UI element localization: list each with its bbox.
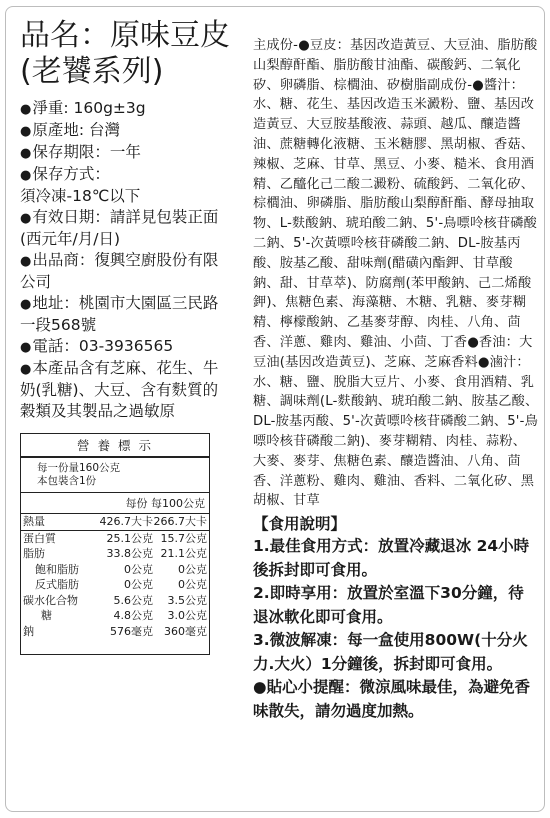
expiry-label: 有效日期：請詳見包裝正面 — [32, 208, 219, 226]
allergen-row — [20, 358, 242, 380]
nutrition-row — [21, 608, 209, 624]
storage-value: 須冷凍-18℃以下 — [20, 187, 141, 205]
per-100g-value: 21.1公克 — [160, 547, 207, 560]
phone: 電話：03-3936565 — [32, 337, 174, 355]
allergen-line-1: 本產品含有芝麻、花生、牛 — [32, 359, 219, 377]
bullet-icon: ● — [20, 362, 32, 377]
maker-row — [20, 250, 242, 272]
nutrition-row — [21, 593, 209, 609]
per-100g-value: 3.0公克 — [167, 609, 207, 622]
product-name: 品名：原味豆皮 — [20, 18, 230, 53]
instruction-tip: ●貼心小提醒：微涼風味最佳，為避免香味散失，請勿過度加熱。 — [253, 678, 531, 720]
shelf-life: 保存期限：一年 — [32, 143, 141, 161]
nutrition-row — [21, 546, 209, 562]
nutrition-row — [21, 514, 209, 530]
instruction-step-1: 1.最佳食用方式：放置冷藏退冰 24小時後拆封即可食用。 — [253, 537, 530, 579]
nutrient-name: 熱量 — [21, 514, 95, 530]
nutrition-rows — [21, 514, 209, 639]
nutrient-name: 蛋白質 — [23, 531, 56, 545]
nutrient-name: 飽和脂肪 — [35, 562, 79, 576]
per-100g-value: 15.7公克 — [160, 531, 207, 545]
bullet-icon: ● — [20, 146, 32, 161]
per-serving-value: 426.7大卡 — [95, 514, 153, 530]
per-100g-value: 360毫克 — [164, 624, 207, 638]
origin-row — [20, 120, 242, 142]
nutrient-name: 反式脂肪 — [35, 578, 79, 591]
instructions-title: 【食用說明】 — [253, 515, 347, 534]
per-serving-value: 576毫克 — [110, 624, 153, 638]
per-100g-value: 0公克 — [178, 562, 207, 576]
nutrient-name: 鈉 — [23, 624, 34, 638]
nutrition-row — [21, 577, 209, 593]
product-info-column — [20, 18, 242, 422]
address-row — [20, 293, 242, 315]
maker-label: 出品商：復興空廚股份有限 — [32, 251, 219, 269]
nutrition-heading: 營 養 標 示 — [21, 434, 209, 458]
allergen-line-2: 奶(乳糖)、大豆、含有麩質的 — [20, 381, 219, 399]
bullet-icon: ● — [20, 297, 32, 312]
per-serving-value: 4.8公克 — [113, 609, 153, 622]
nutrition-row — [21, 562, 209, 578]
nutrient-name: 脂肪 — [23, 547, 45, 560]
bullet-icon: ● — [20, 168, 32, 183]
nutrition-row — [21, 530, 209, 546]
per-serving-value: 33.8公克 — [106, 547, 153, 560]
per-100g-value: 266.7大卡 — [153, 515, 207, 528]
storage-row — [20, 164, 242, 186]
instructions-list — [253, 535, 539, 723]
storage-label: 保存方式： — [32, 165, 110, 183]
nutrition-column-header: 每份 每100公克 — [21, 492, 209, 514]
nutrient-name: 糖 — [41, 609, 52, 622]
serving-size: 每一份量160公克 — [37, 462, 121, 474]
per-100g-value: 0公克 — [178, 578, 207, 591]
ingredients-column — [253, 36, 539, 723]
nutrition-facts-table — [20, 433, 210, 655]
phone-row — [20, 336, 242, 358]
address-label: 地址：桃園市大園區三民路 — [32, 294, 219, 312]
net-weight: 淨重: 160g±3g — [32, 99, 146, 117]
maker-value: 公司 — [20, 273, 52, 291]
nutrition-row — [21, 624, 209, 640]
product-series: (老饕系列) — [20, 54, 164, 89]
bullet-icon: ● — [20, 124, 32, 139]
per-serving-value: 5.6公克 — [113, 593, 153, 607]
per-serving-value: 25.1公克 — [106, 531, 153, 545]
per-serving-value: 0公克 — [124, 578, 153, 591]
shelf-life-row — [20, 142, 242, 164]
instruction-step-3: 3.微波解凍：每一盒使用800W(十分火力.大火）1分鐘後，拆封即可食用。 — [253, 631, 528, 673]
origin: 原產地: 台灣 — [32, 121, 120, 139]
servings-per-package: 本包裝含1份 — [37, 475, 97, 487]
per-serving-value: 0公克 — [124, 562, 153, 576]
nutrient-name: 碳水化合物 — [23, 593, 78, 607]
bullet-icon: ● — [20, 102, 32, 117]
bullet-icon: ● — [20, 340, 32, 355]
net-weight-row — [20, 98, 242, 120]
instruction-step-2: 2.即時享用：放置於室溫下30分鐘，待退冰軟化即可食用。 — [253, 584, 524, 626]
bullet-icon: ● — [20, 254, 32, 269]
bullet-icon: ● — [20, 211, 32, 226]
address-value: 一段568號 — [20, 316, 97, 334]
ingredients-text: 主成份-●豆皮：基因改造黃豆、大豆油、脂肪酸山梨醇酐酯、脂肪酸甘油酯、碳酸鈣、二氧化矽、卵磷脂、棕櫚油、矽樹脂副成份-●醬汁：水、糖、花生、基因改造玉米澱粉、鹽、基因改造黃豆、大豆胺基酸液、蒜頭、越瓜、釀造醬油、蔗糖轉化液糖、玉米糖膠、黑胡椒、香菇、辣椒、芝麻、甘草、黑豆、小麥、糙米、食用酒精、乙醯化己二酸二澱粉、硫酸鈣、二氧化矽、棕櫚油、卵磷脂、脂肪酸山梨醇酐酯、酵母抽取物、L-麩酸鈉、琥珀酸二鈉、5'-鳥嘌呤核苷磷酸二鈉、5'-次黃嘌呤核苷磷酸二鈉、DL-胺基丙酸、胺基乙酸、甜味劑(醋磺內酯鉀、甘草酸鈉、甜、甘草萃)、防腐劑(苯甲酸鈉、己二烯酸鉀)、焦糖色素、海藻糖、木糖、乳糖、麥芽糊精、檸檬酸鈉、乙基麥芽醇、肉桂、八角、茴香、洋蔥、雞肉、雞油、小茴、丁香●香油：大豆油(基因改造黃豆)、芝麻、芝麻香料●滷汁：水、糖、鹽、脫脂大豆片、小麥、食用酒精、乳糖、調味劑(L-麩酸鈉、琥珀酸二鈉、胺基乙酸、DL-胺基丙酸、5'-次黃嘌呤核苷磷酸二鈉、5'-鳥嘌呤核苷磷酸二鈉)、麥芽糊精、肉桂、蒜粉、大麥、麥芽、焦糖色素、釀造醬油、八角、茴香、洋蔥粉、雞肉、雞油、香料、二氧化矽、黑胡椒、甘草 — [253, 38, 539, 509]
expiry-value: (西元年/月/日) — [20, 230, 121, 248]
expiry-row — [20, 207, 242, 229]
per-100g-value: 3.5公克 — [167, 593, 207, 607]
allergen-line-3: 穀類及其製品之過敏原 — [20, 402, 176, 420]
